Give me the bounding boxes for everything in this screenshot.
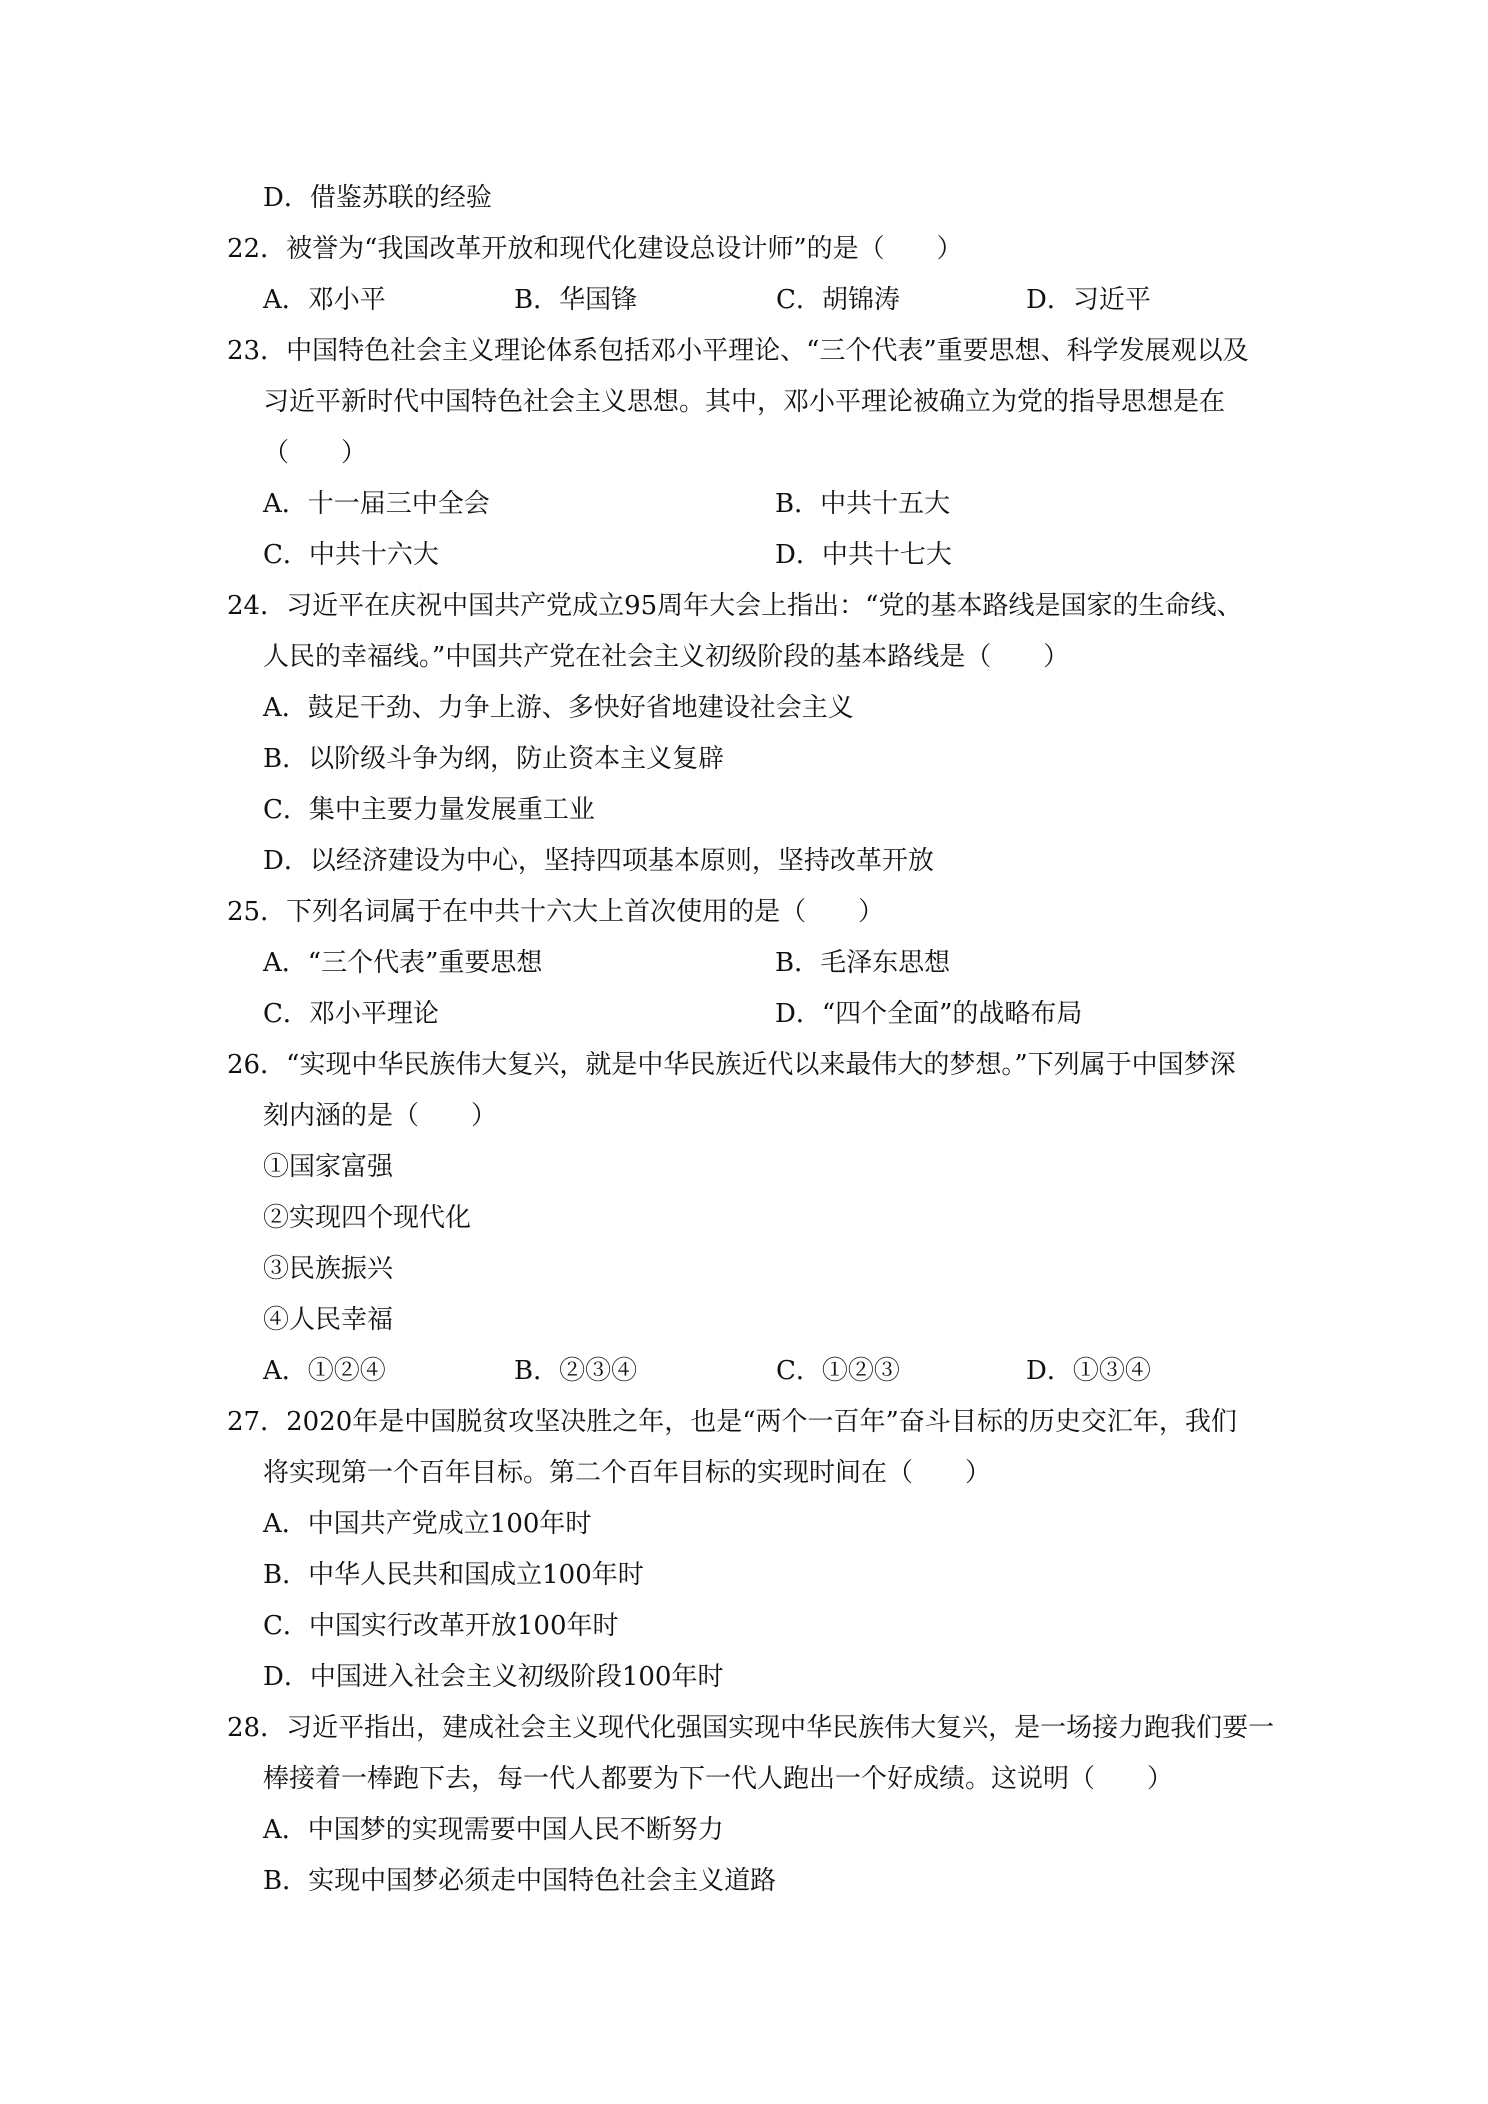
q25-option-a: A．“三个代表”重要思想 [263,948,543,978]
q22-option-b: B．华国锋 [514,285,638,315]
q23-option-d: D．中共十七大 [775,540,952,570]
q22-option-c: C．胡锦涛 [776,285,900,315]
q25-option-d: D．“四个全面”的战略布局 [775,999,1083,1029]
q26-item-3: ③民族振兴 [263,1254,394,1284]
q27-option-d: D．中国进入社会主义初级阶段100年时 [263,1662,724,1692]
q24-option-b: B．以阶级斗争为纲，防止资本主义复辟 [263,744,725,774]
q23-stem-line-3: （ ） [263,438,368,468]
q22-stem: 22．被誉为“我国改革开放和现代化建设总设计师”的是（ ） [227,234,963,264]
q25-options-row-2 [227,989,1287,1040]
q28-option-b: B．实现中国梦必须走中国特色社会主义道路 [263,1866,777,1896]
question-list [227,173,1287,1907]
q27-stem-line-1: 27．2020年是中国脱贫攻坚决胜之年，也是“两个一百年”奋斗目标的历史交汇年，我们 [227,1407,1237,1437]
q26-stem-line-2: 刻内涵的是（ ） [263,1101,498,1131]
q22-option-d: D．习近平 [1026,285,1151,315]
q23-option-b: B．中共十五大 [775,489,951,519]
q25-option-c: C．邓小平理论 [263,999,439,1029]
q27-option-c: C．中国实行改革开放100年时 [263,1611,619,1641]
q26-stem-line-1: 26．“实现中华民族伟大复兴，就是中华民族近代以来最伟大的梦想。”下列属于中国梦深 [227,1050,1236,1080]
q23-stem-line-2: 习近平新时代中国特色社会主义思想。其中，邓小平理论被确立为党的指导思想是在 [263,387,1226,417]
q26-item-4: ④人民幸福 [263,1305,394,1335]
q27-option-a: A．中国共产党成立100年时 [263,1509,592,1539]
q25-option-b: B．毛泽东思想 [775,948,951,978]
q24-option-d: D．以经济建设为中心，坚持四项基本原则，坚持改革开放 [263,846,934,876]
q28-option-a: A．中国梦的实现需要中国人民不断努力 [263,1815,724,1845]
q27-stem-line-2: 将实现第一个百年目标。第二个百年目标的实现时间在（ ） [263,1458,992,1488]
q23-options-row-2 [227,530,1287,581]
q26-option-d: D．①③④ [1026,1356,1151,1386]
q26-option-c: C．①②③ [776,1356,900,1386]
q24-option-a: A．鼓足干劲、力争上游、多快好省地建设社会主义 [263,693,854,723]
q26-item-2: ②实现四个现代化 [263,1203,472,1233]
q22-option-a: A．邓小平 [263,285,386,315]
q28-stem-line-1: 28．习近平指出，建成社会主义现代化强国实现中华民族伟大复兴，是一场接力跑我们要一 [227,1713,1275,1743]
q28-stem-line-2: 棒接着一棒跑下去，每一代人都要为下一代人跑出一个好成绩。这说明（ ） [263,1764,1174,1794]
q25-stem: 25．下列名词属于在中共十六大上首次使用的是（ ） [227,897,885,927]
q23-option-a: A．十一届三中全会 [263,489,490,519]
q23-options-row-1 [227,479,1287,530]
q23-stem-line-1: 23．中国特色社会主义理论体系包括邓小平理论、“三个代表”重要思想、科学发展观以及 [227,336,1249,366]
q26-option-a: A．①②④ [263,1356,386,1386]
q26-item-1: ①国家富强 [263,1152,394,1182]
q26-option-b: B．②③④ [514,1356,638,1386]
q21-option-d: D．借鉴苏联的经验 [263,183,492,213]
q27-option-b: B．中华人民共和国成立100年时 [263,1560,644,1590]
q24-stem-line-2: 人民的幸福线。”中国共产党在社会主义初级阶段的基本路线是（ ） [263,642,1070,672]
q26-options [227,1346,1287,1397]
q25-options-row-1 [227,938,1287,989]
q23-option-c: C．中共十六大 [263,540,439,570]
q24-option-c: C．集中主要力量发展重工业 [263,795,595,825]
q24-stem-line-1: 24．习近平在庆祝中国共产党成立95周年大会上指出：“党的基本路线是国家的生命线、 [227,591,1243,621]
q22-options [227,275,1287,326]
